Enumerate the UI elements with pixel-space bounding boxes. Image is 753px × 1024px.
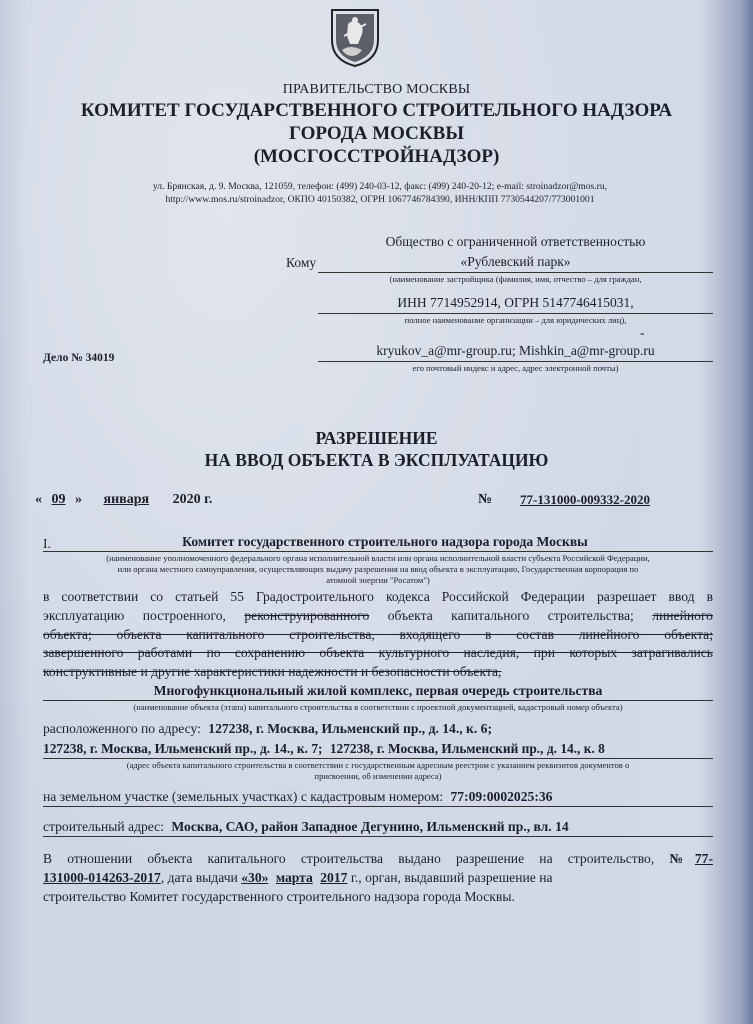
land-plot-underline	[43, 806, 713, 807]
land-plot-row	[43, 788, 552, 807]
committee-title-line2: ГОРОДА МОСКВЫ	[288, 123, 465, 144]
recipient-dash: -	[640, 325, 645, 340]
permit-no-label: №	[669, 851, 695, 866]
government-heading: ПРАВИТЕЛЬСТВО МОСКВЫ	[282, 82, 471, 97]
build-address: Москва, САО, район Западное Дегунино, Ильменский пр., вл. 14	[171, 819, 569, 834]
issuing-authority: Комитет государственного строительного надзора города Москвы	[182, 534, 588, 549]
permit-line2	[43, 869, 713, 888]
permit-number: 77-131000-009332-2020	[520, 492, 650, 507]
contacts-line2: http://www.mos.ru/stroinadzor, ОКПО 40150382, ОГРН 1067746784390, ИНН/КПП 7730544207/773001001	[165, 194, 595, 205]
permit-date-month: марта	[275, 869, 313, 885]
recipient-inn-ogrn: ИНН 7714952914, ОГРН 5147746415031,	[397, 295, 634, 310]
paragraph-line2-part-c: объекта капитального строительства;	[387, 607, 634, 623]
date-row-left	[35, 492, 212, 508]
permit-text-1: В отношении объекта капитального строительства выдано разрешение на строительство,	[43, 851, 655, 866]
section-roman-numeral: I.	[43, 536, 51, 551]
paragraph-line2-struck-linear: линейного	[652, 607, 713, 623]
contacts-block	[60, 180, 700, 206]
moscow-coat-of-arms-emblem	[328, 6, 382, 68]
permit-text-3: г., орган, выдавший разрешение на	[350, 869, 553, 885]
date-close-quote: »	[75, 492, 82, 507]
construction-permit-paragraph	[43, 850, 713, 906]
committee-title-line1: КОМИТЕТ ГОСУДАРСТВЕННОГО СТРОИТЕЛЬНОГО НАДЗОРА	[80, 100, 673, 121]
address-row2	[43, 740, 723, 759]
date-day: 09	[51, 492, 66, 507]
cadastral-number: 77:09:0002025:36	[450, 789, 553, 804]
build-address-label: строительный адрес:	[43, 819, 164, 834]
build-address-underline	[43, 836, 713, 837]
address-building-7: 127238, г. Москва, Ильменский пр., д. 14., к. 7;	[43, 741, 323, 756]
recipient-caption2: полное наименование организации – для юридических лиц),	[404, 315, 627, 325]
paragraph-line2-struck-reconstructed: реконструированного	[244, 607, 370, 623]
permit-date-day: «30»	[241, 869, 269, 885]
paragraph-line3-struck: объекта; объекта капитального строительства, входящего в состав линейного объекта;	[43, 626, 713, 642]
recipient-underline3	[318, 361, 713, 362]
paragraph-line2	[43, 607, 713, 626]
land-plot-label: на земельном участке (земельных участках) с кадастровым номером:	[43, 789, 444, 804]
permit-line1	[43, 850, 713, 869]
recipient-underline1	[318, 272, 713, 273]
authority-caption-line2: или органа местного самоуправления, осуществляющих выдачу разрешения на ввод объекта в эксплуатацию, Государственная корпорация по	[117, 564, 639, 574]
build-address-row	[43, 818, 569, 837]
permit-line3: строительство Комитет государственного строительного надзора города Москвы.	[43, 888, 515, 904]
permit-paragraph	[43, 588, 713, 682]
committee-short-name: (МОСГОССТРОЙНАДЗОР)	[253, 146, 500, 167]
permit-text-2: , дата выдачи	[160, 869, 238, 885]
paragraph-line1: в соответствии со статьей 55 Градостроительного кодекса Российской Федерации разрешает ввод в	[43, 589, 713, 604]
address-underline	[43, 758, 713, 759]
address-label: расположенного по адресу:	[43, 721, 201, 736]
authority-caption-line1: (наименование уполномоченного федерального органа исполнительной власти или органа исполнительной власти субъекта Российской Федерации,	[106, 553, 650, 563]
recipient-caption1: (наименование застройщика (фамилия, имя, отчество – для граждан,	[389, 274, 642, 284]
recipient-org-line2: «Рублевский парк»	[460, 254, 571, 269]
paragraph-line2-part-a: эксплуатацию построенного,	[43, 607, 226, 623]
permit-no-part1: 77-	[694, 851, 713, 866]
contacts-line1: ул. Брянская, д. 9. Москва, 121059, телефон: (499) 240-03-12, факс: (499) 240-20-12; e-mail: stroinadzor@mos.ru,	[152, 181, 608, 192]
date-year: 2020 г.	[172, 492, 213, 507]
paragraph-line5-struck: конструктивные и другие характеристики надежности и безопасности объекта,	[43, 664, 502, 680]
authority-underline	[43, 551, 713, 552]
permit-number-label: №	[478, 492, 493, 507]
to-label: Кому	[286, 255, 317, 270]
address-row1	[43, 720, 492, 739]
address-building-8: 127238, г. Москва, Ильменский пр., д. 14., к. 8	[329, 741, 605, 756]
document-title-line1: РАЗРЕШЕНИЕ	[315, 428, 438, 448]
object-name: Многофункциональный жилой комплекс, первая очередь строительства	[153, 683, 603, 698]
permit-date-year: 2017	[320, 869, 348, 885]
object-caption: (наименование объекта (этапа) капитального строительства в соответствии с проектной документацией, кадастровый номер объекта)	[133, 702, 623, 712]
recipient-emails: kryukov_a@mr-group.ru; Mishkin_a@mr-group.ru	[376, 343, 655, 358]
object-underline	[43, 700, 713, 701]
address-caption-line1: (адрес объекта капитального строительства в соответствии с государственным адресным реестром с указанием реквизитов документов о	[126, 760, 630, 770]
date-open-quote: «	[35, 492, 42, 507]
document-title-line2: НА ВВОД ОБЪЕКТА В ЭКСПЛУАТАЦИЮ	[204, 450, 549, 470]
case-number: Дело № 34019	[43, 352, 115, 364]
recipient-org-line1: Общество с ограниченной ответственностью	[385, 234, 646, 249]
address-building-6: 127238, г. Москва, Ильменский пр., д. 14., к. 6;	[208, 721, 492, 736]
paragraph-line4-struck: завершенного работами по сохранению объекта культурного наследия, при которых затрагивались	[43, 645, 713, 661]
recipient-underline2	[318, 313, 713, 314]
recipient-caption3: его почтовый индекс и адрес, адрес электронной почты)	[412, 363, 619, 373]
permit-no-part2: 131000-014263-2017	[43, 869, 161, 885]
authority-caption-line3: атомной энергии "Росатом")	[326, 575, 430, 585]
authority-caption	[40, 553, 716, 586]
date-month: января	[103, 492, 150, 507]
address-caption-line2: присвоении, об изменении адреса)	[314, 771, 442, 781]
address-caption	[43, 760, 713, 782]
